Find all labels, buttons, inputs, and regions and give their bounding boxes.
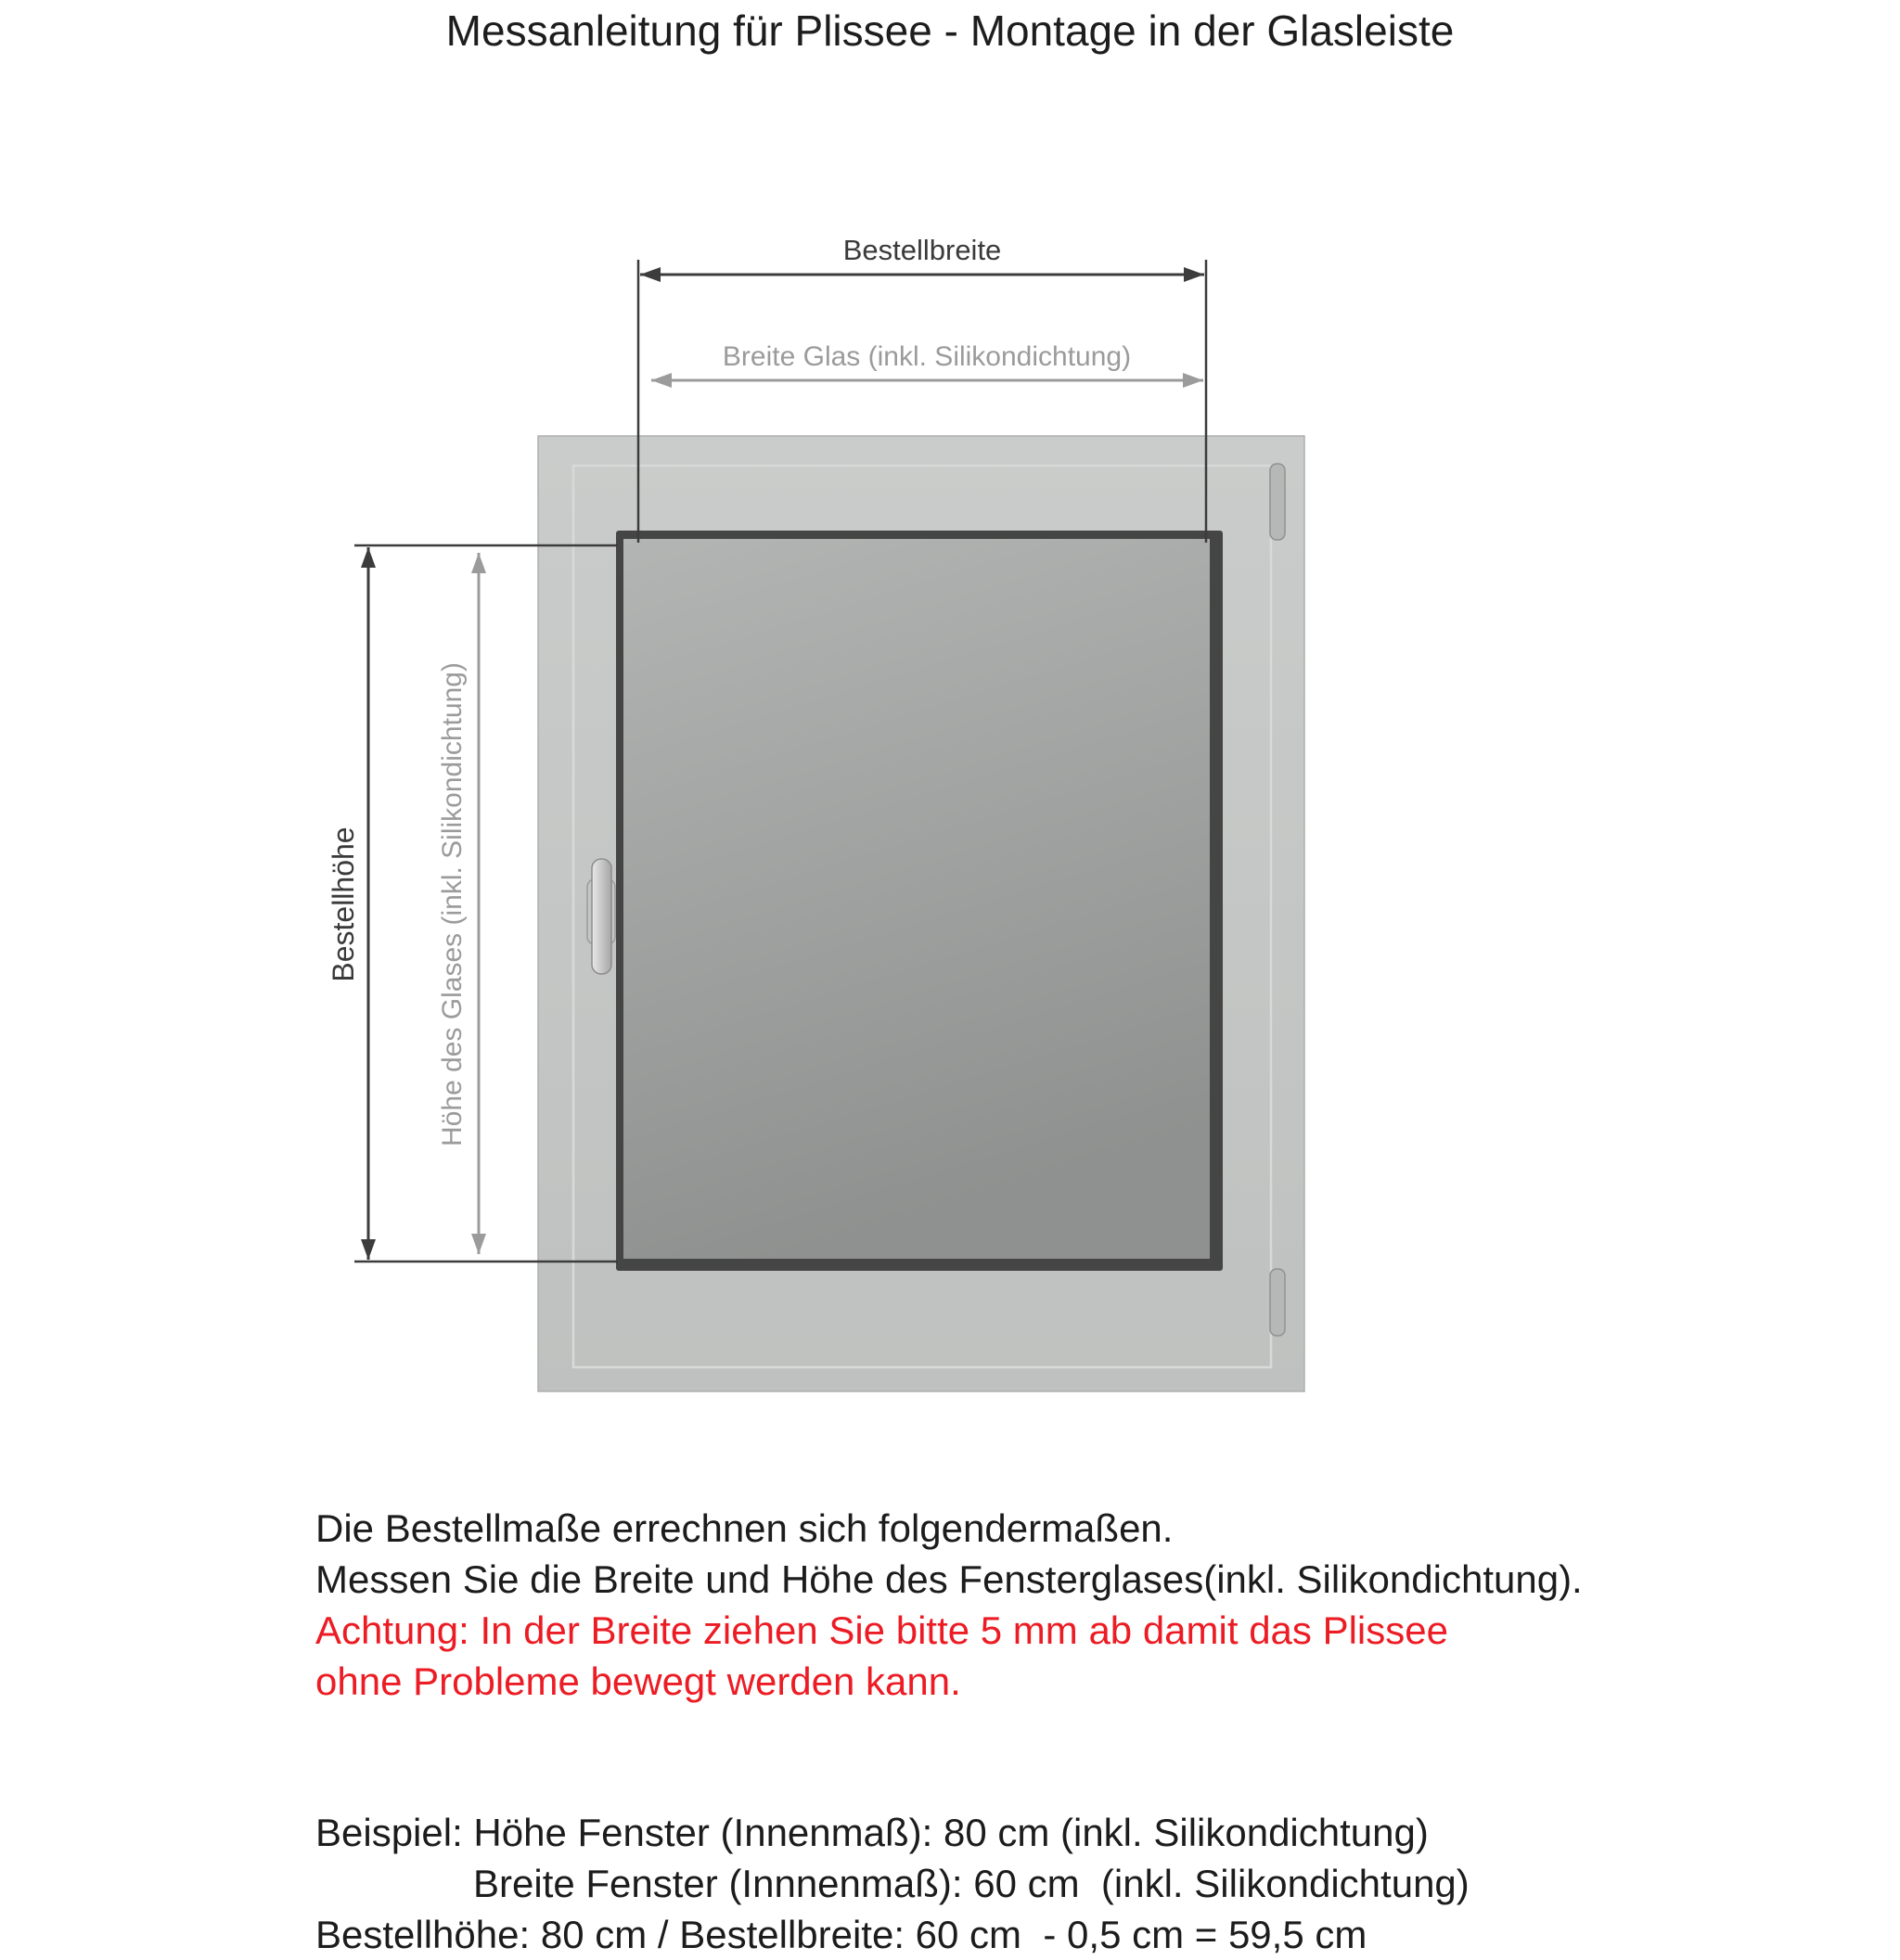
arrowhead-bottom [361,1239,376,1260]
arrowhead-left [651,373,672,388]
arrowhead-top [471,553,486,573]
page-title: Messanleitung für Plissee - Montage in der Glasleiste [445,6,1455,55]
arrowhead-right [1184,267,1204,282]
arrowhead-bottom [471,1234,486,1254]
warning-line-2: ohne Probleme bewegt werden kann. [315,1659,961,1703]
arrowhead-right [1183,373,1203,388]
window-glass [623,539,1210,1259]
order-width-label: Bestellbreite [842,234,1002,266]
example-line-2: Breite Fenster (Innnenmaß): 60 cm (inkl. Silikondichtung) [473,1862,1470,1905]
order-height-arrow [361,547,376,1260]
glass-width-label: Breite Glas (inkl. Silikondichtung) [722,341,1132,372]
glass-height-arrow [471,553,486,1254]
glass-height-label: Höhe des Glases (inkl. Silikondichtung) [437,662,468,1147]
arrowhead-left [640,267,661,282]
example-line-1: Beispiel: Höhe Fenster (Innenmaß): 80 cm (inkl. Silikondichtung) [315,1811,1429,1854]
order-height-label: Bestellhöhe [327,826,360,982]
window-illustration [538,436,1304,1391]
instruction-line-1: Die Bestellmaße errechnen sich folgendermaßen. [315,1506,1174,1550]
glass-width-arrow [651,373,1203,388]
arrowhead-top [361,547,376,568]
window-handle [592,859,611,974]
hinge-top [1270,464,1285,540]
instruction-line-2: Messen Sie die Breite und Höhe des Fensterglases(inkl. Silikondichtung). [315,1557,1583,1601]
hinge-bottom [1270,1269,1285,1336]
example-line-3: Bestellhöhe: 80 cm / Bestellbreite: 60 cm - 0,5 cm = 59,5 cm [315,1913,1367,1956]
paragraph-gap [315,1707,1583,1807]
order-width-arrow [640,267,1204,282]
warning-line-1: Achtung: In der Breite ziehen Sie bitte 5 mm ab damit das Plissee [315,1608,1448,1652]
instruction-text-block [315,1503,1583,1960]
